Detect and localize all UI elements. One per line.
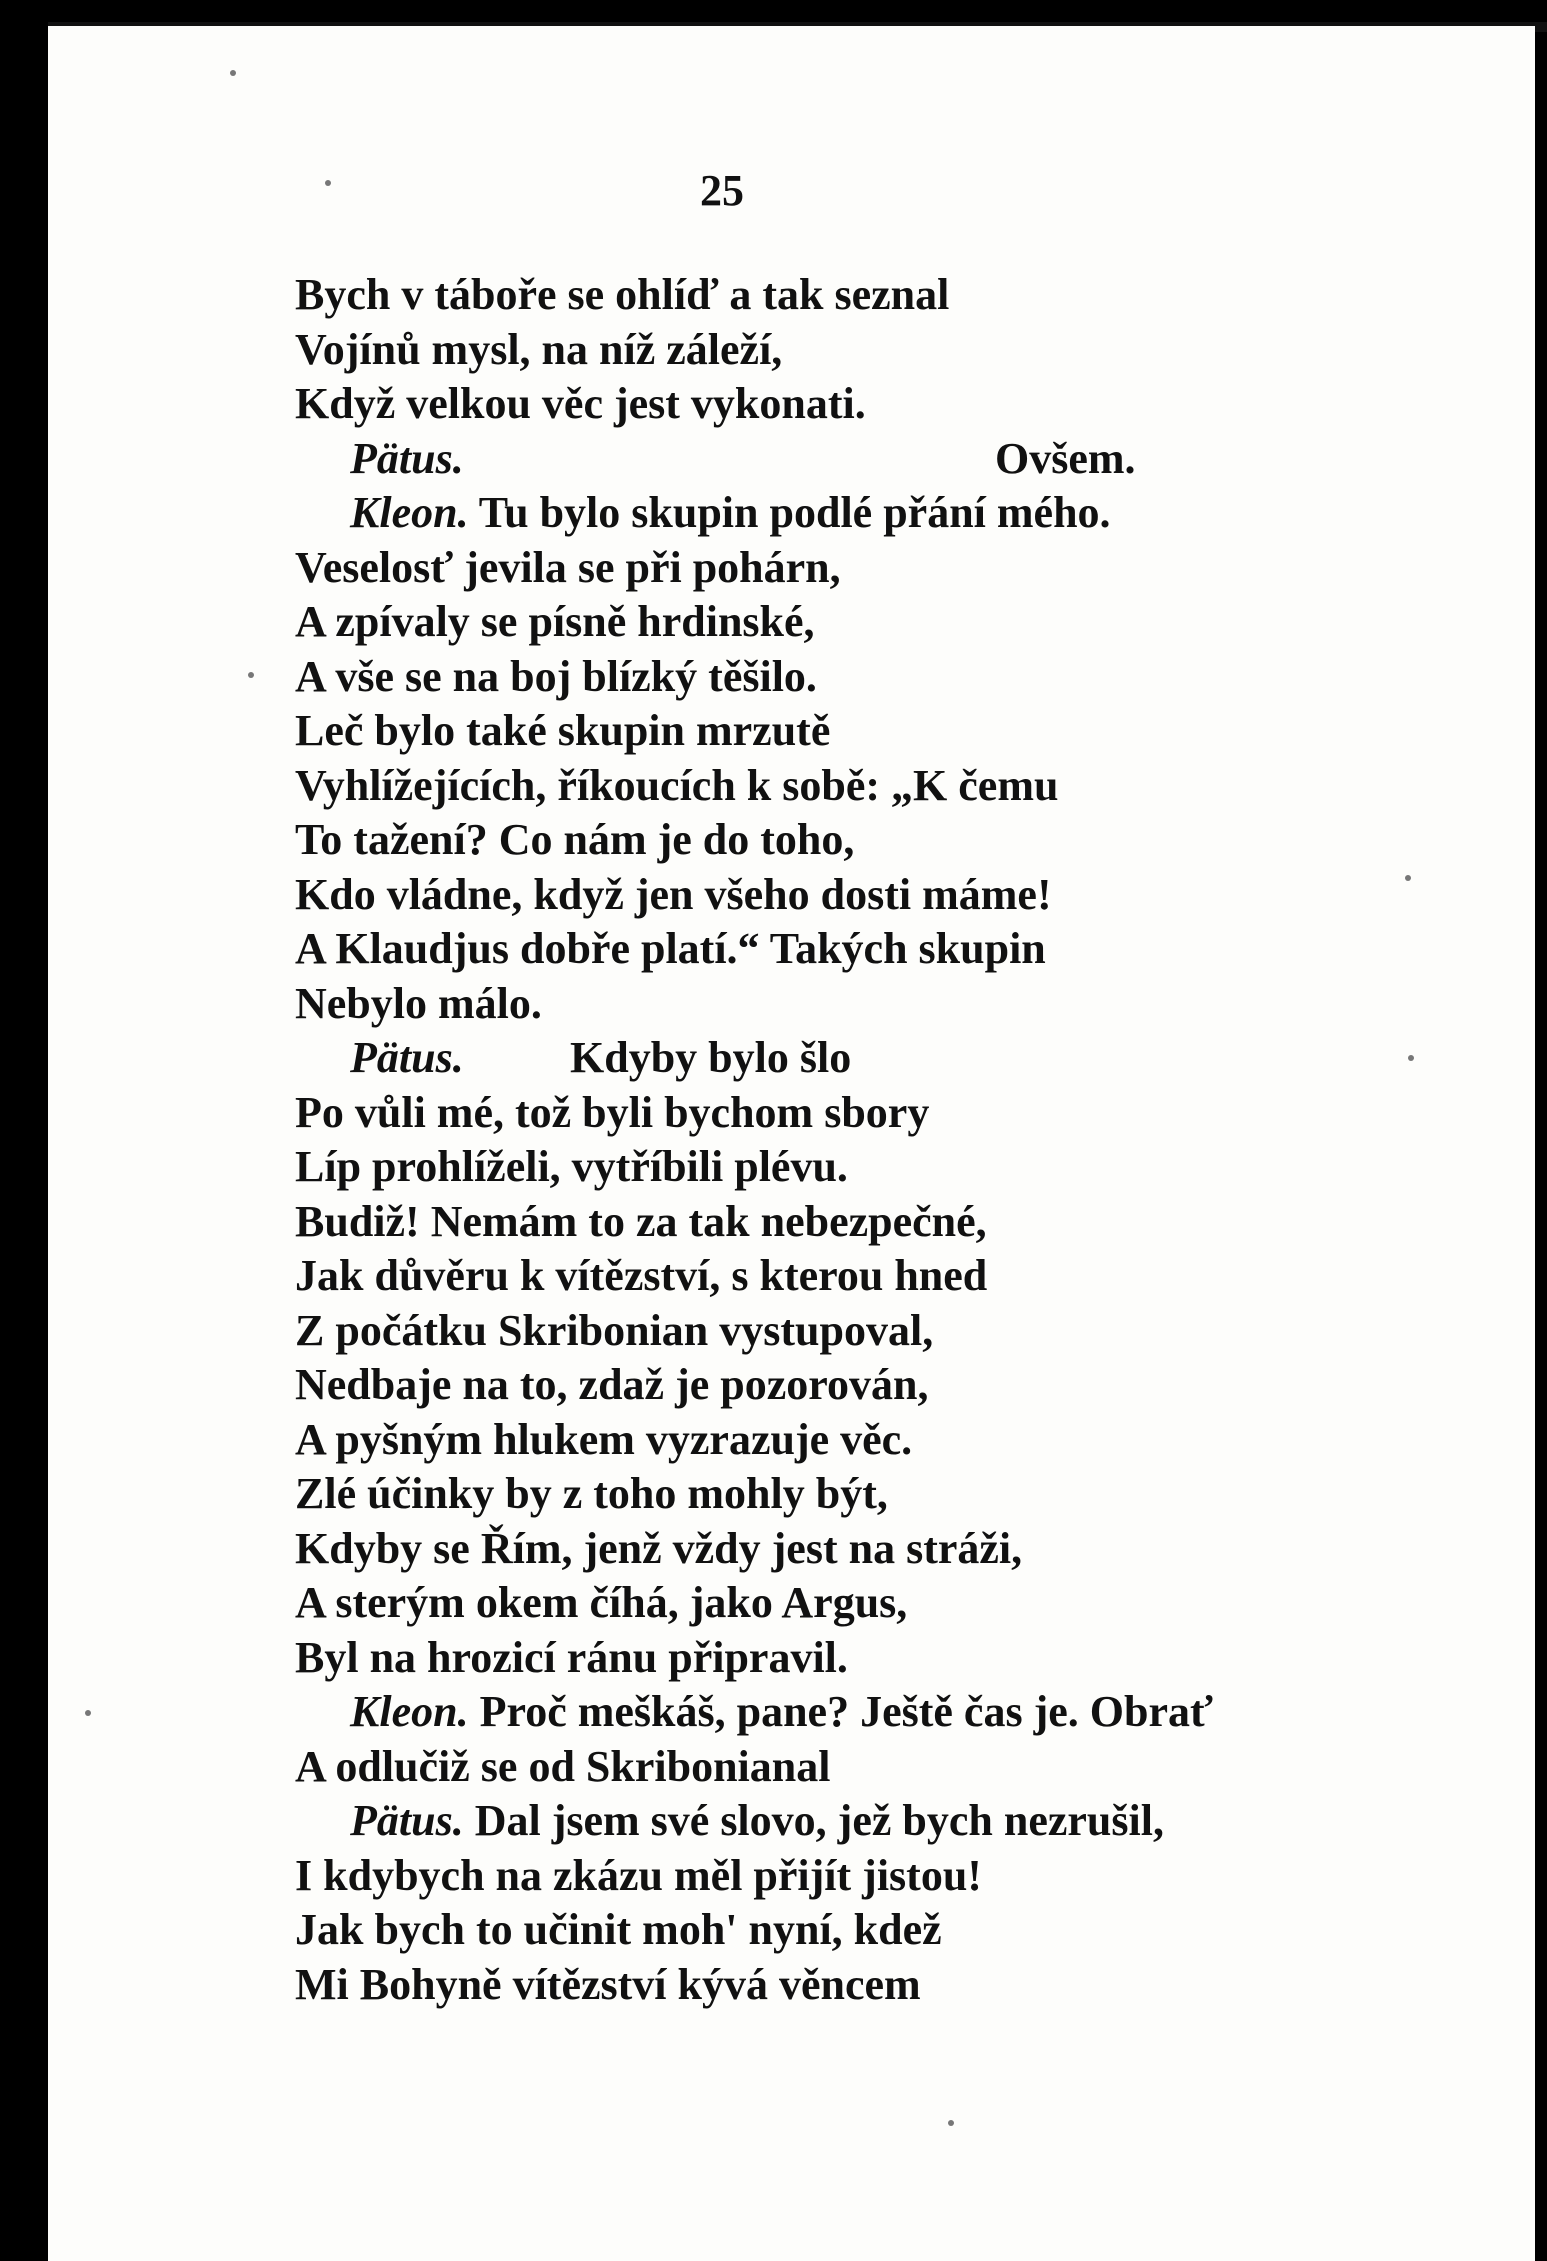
speaker-name: Pätus. [350,1796,464,1845]
speck-mark [948,2120,954,2126]
verse-line [295,377,1355,432]
verse-line [295,432,1355,487]
verse-line [295,541,1355,596]
line-text: Mi Bohyně vítězství kývá věncem [295,1959,921,2009]
page-number: 25 [700,166,744,215]
line-text: Kdyby se Řím, jenž vždy jest na stráži, [295,1523,1023,1573]
line-text: A zpívaly se písně hrdinské, [295,597,815,646]
verse-line [295,1522,1355,1577]
verse-text [295,268,1355,2012]
line-text: Vyhlížejících, říkoucích k sobě: „K čemu [295,760,1059,810]
line-text: Líp prohlíželi, vytříbili plévu. [295,1142,848,1191]
verse-line [295,650,1355,705]
line-text-right: Ovšem. [995,433,1136,483]
line-text: Nebylo málo. [295,978,542,1028]
verse-line [295,1467,1355,1522]
verse-line [295,1903,1355,1958]
speaker-name: Kleon. [350,488,469,537]
verse-line [295,323,1355,378]
line-text: Byl na hrozicí ránu připravil. [295,1632,848,1682]
speck-mark [1408,1055,1414,1061]
line-text: A odlučiž se od Skribonianal [295,1741,831,1791]
line-text: Jak bych to učinit moh' nyní, kdež [295,1905,942,1954]
line-text: Vojínů mysl, na níž záleží, [295,324,783,374]
verse-line [295,1413,1355,1468]
verse-line [295,813,1355,868]
verse-line [295,704,1355,759]
speck-mark [325,180,331,186]
line-text: Kdo vládne, když jen všeho dosti máme! [295,869,1052,919]
verse-line [295,1195,1355,1250]
speaker-name: Kleon. [350,1687,469,1736]
verse-line [295,977,1355,1032]
speaker-name: Pätus. [350,433,464,483]
line-text: Když velkou věc jest vykonati. [295,379,866,428]
line-text: To tažení? Co nám je do toho, [295,815,855,864]
line-text: Tu bylo skupin podlé přání mého. [478,488,1111,537]
line-text: Bych v táboře se ohlíď a tak seznal [295,270,950,319]
line-text: Jak důvěru k vítězství, s kterou hned [295,1251,988,1300]
line-text: I kdybych na zkázu měl přijít jistou! [295,1850,982,1900]
verse-line [295,922,1355,977]
line-text: Nedbaje na to, zdaž je pozorován, [295,1360,929,1409]
line-text-continued: Kdyby bylo šlo [570,1033,852,1082]
line-text: A pyšným hlukem vyzrazuje věc. [295,1414,913,1464]
speck-mark [230,70,236,76]
verse-line [295,1304,1355,1359]
speck-mark [85,1710,91,1716]
line-text: A vše se na boj blízký těšilo. [295,651,817,701]
verse-line [295,1031,1355,1086]
verse-line [295,868,1355,923]
speck-mark [1405,875,1411,881]
line-text: Leč bylo také skupin mrzutě [295,706,831,755]
verse-line [295,1685,1355,1740]
speaker-name: Pätus. [350,1033,464,1082]
verse-line [295,1086,1355,1141]
line-text: Proč meškáš, pane? Ještě čas je. Obrať [479,1687,1213,1736]
verse-line [295,759,1355,814]
line-text: Budiž! Nemám to za tak nebezpečné, [295,1196,987,1246]
verse-line [295,1849,1355,1904]
verse-line [295,1140,1355,1195]
line-text: Zlé účinky by z toho mohly být, [295,1469,888,1518]
verse-line [295,1249,1355,1304]
verse-line [295,1958,1355,2013]
line-text: Veselosť jevila se při pohárn, [295,542,841,592]
verse-line [295,268,1355,323]
line-text: A sterým okem číhá, jako Argus, [295,1578,908,1627]
verse-line [295,1576,1355,1631]
line-text: Dal jsem své slovo, jež bych nezrušil, [474,1796,1164,1845]
speck-mark [248,672,254,678]
verse-line [295,1631,1355,1686]
verse-line [295,486,1355,541]
line-text: Z počátku Skribonian vystupoval, [295,1305,934,1355]
verse-line [295,1740,1355,1795]
line-text: A Klaudjus dobře platí.“ Takých skupin [295,924,1046,973]
verse-line [295,1358,1355,1413]
verse-line [295,1794,1355,1849]
verse-line [295,595,1355,650]
line-text: Po vůli mé, tož byli bychom sbory [295,1087,930,1137]
